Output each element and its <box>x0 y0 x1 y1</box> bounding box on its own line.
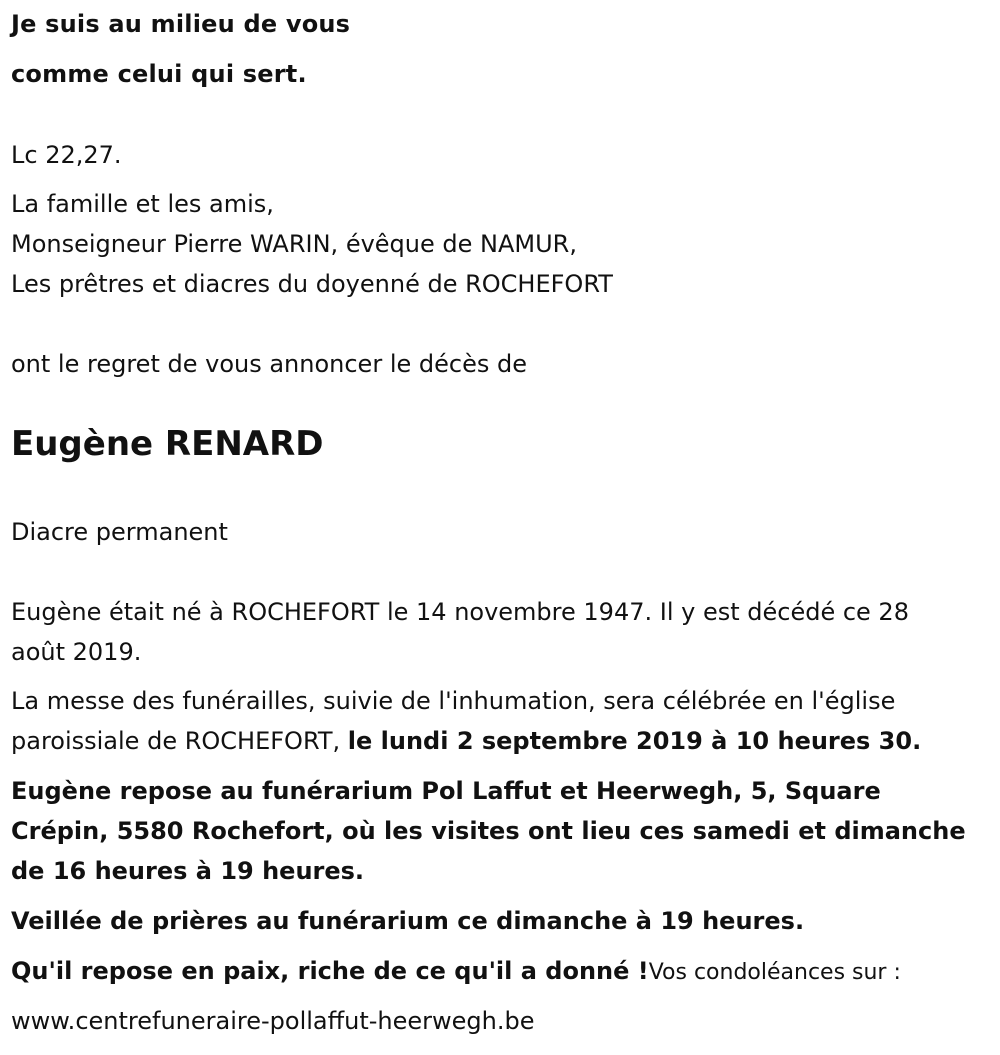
funeral-location: paroissiale de ROCHEFORT, <box>11 727 348 755</box>
bio-line-2: août 2019. <box>11 638 142 666</box>
funeral-datetime: le lundi 2 septembre 2019 à 10 heures 30. <box>347 727 922 755</box>
announcer-family: La famille et les amis, <box>11 190 274 218</box>
deceased-name: Eugène RENARD <box>11 424 324 464</box>
funeral-line-2 <box>11 727 921 755</box>
quote-line-2: comme celui qui sert. <box>11 60 307 88</box>
visitation-line-1: Eugène repose au funérarium Pol Laffut et Heerwegh, 5, Square <box>11 777 881 805</box>
website-link[interactable]: www.centrefuneraire-pollaffut-heerwegh.be <box>11 1007 535 1035</box>
announcer-bishop: Monseigneur Pierre WARIN, évêque de NAMUR, <box>11 230 577 258</box>
deceased-role: Diacre permanent <box>11 518 228 546</box>
vigil-text: Veillée de prières au funérarium ce dimanche à 19 heures. <box>11 907 805 935</box>
condolences-label: Vos condoléances sur : <box>648 960 901 985</box>
visitation-line-3: de 16 heures à 19 heures. <box>11 857 365 885</box>
funeral-line-1: La messe des funérailles, suivie de l'inhumation, sera célébrée en l'église <box>11 687 896 715</box>
announcer-clergy: Les prêtres et diacres du doyenné de ROCHEFORT <box>11 270 613 298</box>
bio-line-1: Eugène était né à ROCHEFORT le 14 novembre 1947. Il y est décédé ce 28 <box>11 598 909 626</box>
closing-blessing: Qu'il repose en paix, riche de ce qu'il a donné ! <box>11 957 649 985</box>
announcement-text: ont le regret de vous annoncer le décès de <box>11 350 527 378</box>
closing-line <box>11 957 901 985</box>
scripture-reference: Lc 22,27. <box>11 141 122 169</box>
quote-line-1: Je suis au milieu de vous <box>11 10 351 38</box>
visitation-line-2: Crépin, 5580 Rochefort, où les visites ont lieu ces samedi et dimanche <box>11 817 966 845</box>
